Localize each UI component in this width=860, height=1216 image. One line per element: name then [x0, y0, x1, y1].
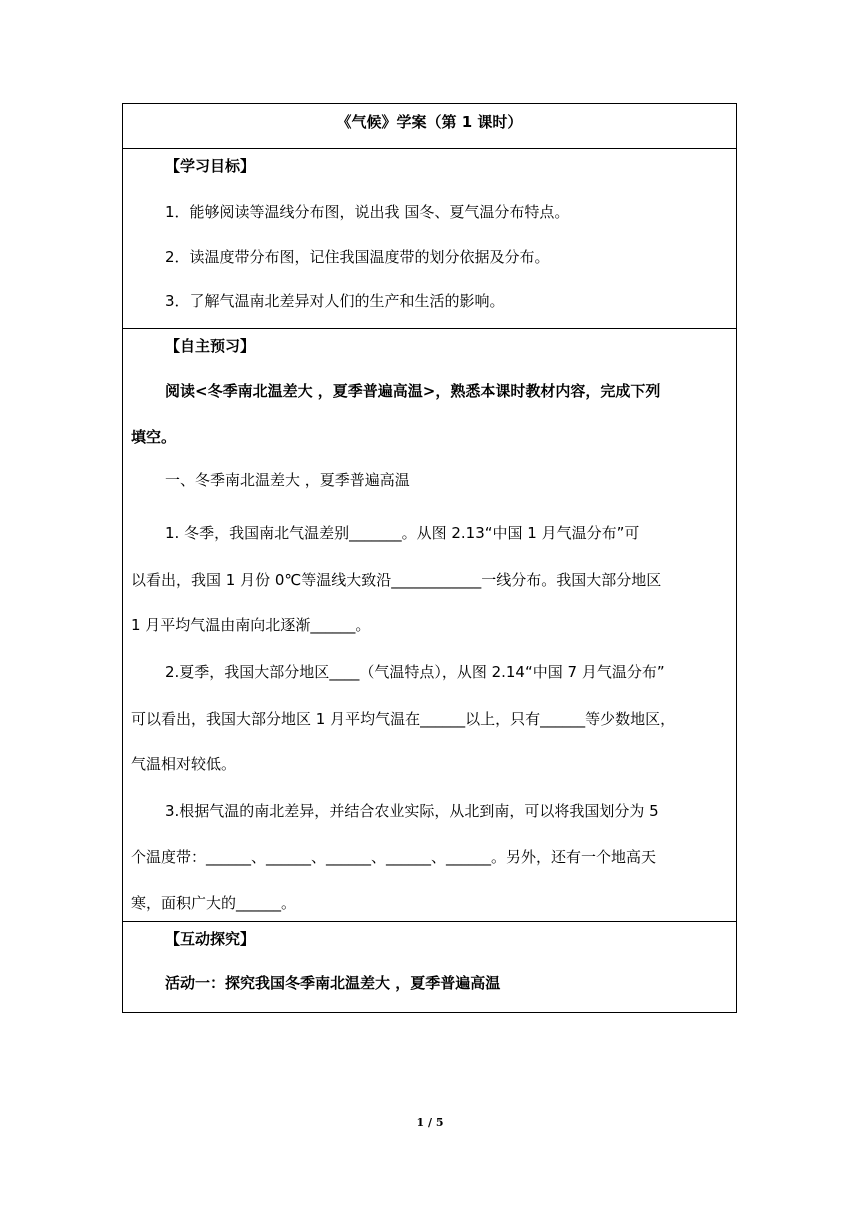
goals-heading: 【学习目标】 [165, 157, 256, 175]
preview-instruction-line-2: 填空。 [131, 428, 177, 446]
question-3-line-2: 个温度带：______、______、______、______、______。另外，还有一个地高天 [131, 848, 657, 866]
page-number: 1 / 5 [416, 1116, 444, 1129]
goal-item-2: 2．读温度带分布图，记住我国温度带的划分依据及分布。 [165, 248, 550, 266]
page-title: 《气候》学案（第 1 课时） [336, 113, 523, 131]
inquiry-heading: 【互动探究】 [165, 930, 256, 948]
question-1-line-3: 1 月平均气温由南向北逐渐______。 [131, 616, 371, 634]
question-1-line-1: 1. 冬季，我国南北气温差别_______。从图 2.13“中国 1 月气温分布”可 [165, 524, 640, 542]
question-3-line-1: 3.根据气温的南北差异，并结合农业实际，从北到南，可以将我国划分为 5 [165, 802, 659, 820]
title-row [123, 104, 736, 149]
preview-heading: 【自主预习】 [165, 337, 256, 355]
preview-instruction-line-1: 阅读<冬季南北温差大 ，夏季普遍高温>，熟悉本课时教材内容，完成下列 [165, 382, 661, 400]
question-1-line-2: 以看出，我国 1 月份 0℃等温线大致沿____________一线分布。我国大部分地区 [131, 571, 662, 589]
interactive-inquiry-section [123, 922, 736, 1012]
goal-item-3: 3．了解气温南北差异对人们的生产和生活的影响。 [165, 292, 505, 310]
question-2-line-1: 2.夏季，我国大部分地区____（气温特点），从图 2.14“中国 7 月气温分布” [165, 663, 665, 681]
self-preview-section [123, 329, 736, 922]
question-2-line-3: 气温相对较低。 [131, 755, 237, 773]
goal-item-1: 1．能够阅读等温线分布图，说出我 国冬、夏气温分布特点。 [165, 203, 570, 221]
question-2-line-2: 可以看出，我国大部分地区 1 月平均气温在______以上，只有______等少数地区， [131, 710, 676, 728]
section-heading: 一、冬季南北温差大 ，夏季普遍高温 [165, 471, 410, 489]
worksheet-table [122, 103, 737, 1013]
question-3-line-3: 寒，面积广大的______。 [131, 894, 297, 912]
learning-goals-section [123, 149, 736, 329]
activity-1-heading: 活动一：探究我国冬季南北温差大 ，夏季普遍高温 [165, 974, 501, 992]
